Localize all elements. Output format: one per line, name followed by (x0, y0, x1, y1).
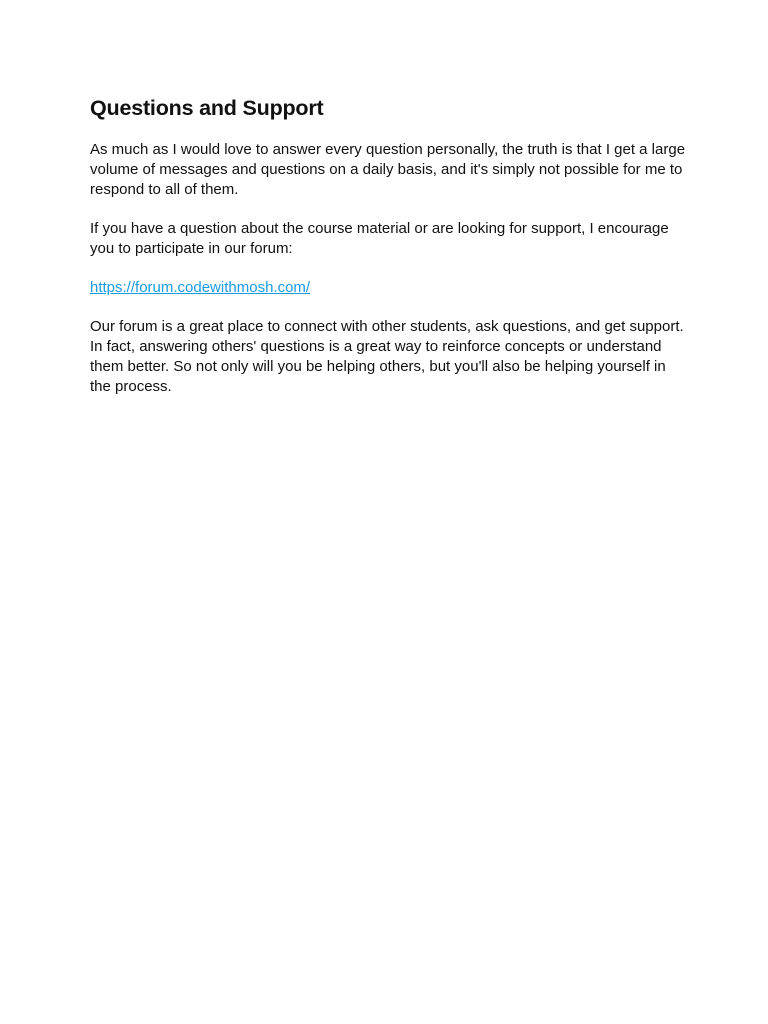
forum-benefits-paragraph: Our forum is a great place to connect with other students, ask questions, and get support. In fact, answering others' questions is a great way to reinforce concepts or understand them better. So not only will you be helping others, but you'll also be helping yourself in the process. (90, 318, 684, 395)
forum-link-paragraph (90, 278, 690, 298)
intro-paragraph: As much as I would love to answer every question personally, the truth is that I get a large volume of messages and questions on a daily basis, and it's simply not possible for me to respond to all of them. (90, 141, 686, 198)
document-page (90, 93, 690, 397)
page-title: Questions and Support (90, 96, 324, 120)
forum-invite-paragraph: If you have a question about the course material or are looking for support, I encourage you to participate in our forum: (90, 220, 669, 257)
forum-link[interactable]: https://forum.codewithmosh.com/ (90, 279, 311, 296)
